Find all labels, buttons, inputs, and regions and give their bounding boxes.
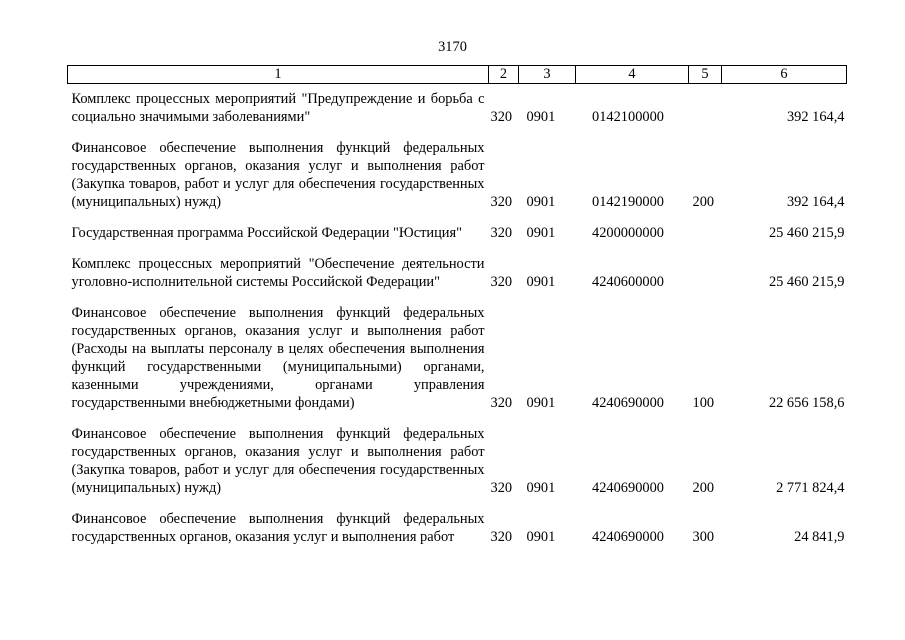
row-sum: 392 164,4 [786,109,845,125]
row-vr [689,211,722,242]
row-name: Финансовое обеспечение выполнения функций федеральных государственных органов, оказания услуг и выполнения работ (Закупка товаров, работ и услуг для обеспечения государственных (муниципальных) нужд) [71,140,485,210]
row-name: Финансовое обеспечение выполнения функций федеральных государственных органов, оказания услуг и выполнения работ (Расходы на выплаты персоналу в целях обеспечения выполнения функций государственными (муниципальными) органами, казенными учреждениями, органами управления государственными внебюджетными фондами) [71,305,485,411]
budget-table [67,65,847,546]
row-rz: 0901 [526,395,556,411]
row-gp: 320 [490,194,513,210]
row-name: Комплекс процессных мероприятий "Обеспечение деятельности уголовно-исполнительной системы Российской Федерации" [71,256,485,290]
row-vr: 200 [692,194,715,210]
row-cs: 4240690000 [592,395,664,411]
column-header-5: 5 [689,66,722,84]
table-row [68,84,847,127]
row-sum: 25 460 215,9 [768,225,845,241]
row-sum: 24 841,9 [794,529,845,545]
table-header [68,66,847,84]
row-gp: 320 [490,480,513,496]
row-cs: 4240690000 [592,529,664,545]
row-rz: 0901 [526,225,556,241]
row-name: Государственная программа Российской Федерации "Юстиция" [71,225,462,241]
column-header-3: 3 [519,66,576,84]
row-vr: 300 [692,529,715,545]
table-row [68,412,847,497]
row-sum: 22 656 158,6 [768,395,845,411]
row-vr: 200 [692,480,715,496]
row-sum: 25 460 215,9 [768,274,845,290]
row-gp: 320 [490,109,513,125]
row-gp: 320 [490,274,513,290]
table-row [68,211,847,242]
table-row [68,126,847,211]
row-cs: 0142100000 [592,109,664,125]
table-row [68,497,847,546]
row-gp: 320 [490,529,513,545]
page-number: 3170 [438,39,467,55]
row-vr [689,242,722,291]
row-name: Финансовое обеспечение выполнения функций федеральных государственных органов, оказания услуг и выполнения работ (Закупка товаров, работ и услуг для обеспечения государственных (муниципальных) нужд) [71,426,485,496]
row-rz: 0901 [526,529,556,545]
row-vr: 100 [692,395,715,411]
row-cs: 4200000000 [592,225,664,241]
row-name: Комплекс процессных мероприятий "Предупреждение и борьба с социально значимыми заболеваниями" [71,91,485,125]
column-header-1: 1 [68,66,489,84]
row-cs: 4240600000 [592,274,664,290]
table-body [68,84,847,547]
row-gp: 320 [490,225,513,241]
row-vr [689,84,722,127]
column-header-6: 6 [722,66,847,84]
row-rz: 0901 [526,274,556,290]
row-cs: 0142190000 [592,194,664,210]
row-rz: 0901 [526,194,556,210]
table-row [68,242,847,291]
row-sum: 392 164,4 [786,194,845,210]
header-row [68,66,847,84]
row-gp: 320 [490,395,513,411]
column-header-4: 4 [576,66,689,84]
row-cs: 4240690000 [592,480,664,496]
column-header-2: 2 [489,66,519,84]
row-rz: 0901 [526,480,556,496]
table-row [68,291,847,412]
row-name: Финансовое обеспечение выполнения функций федеральных государственных органов, оказания услуг и выполнения работ [71,511,485,545]
row-sum: 2 771 824,4 [776,480,845,496]
row-rz: 0901 [526,109,556,125]
